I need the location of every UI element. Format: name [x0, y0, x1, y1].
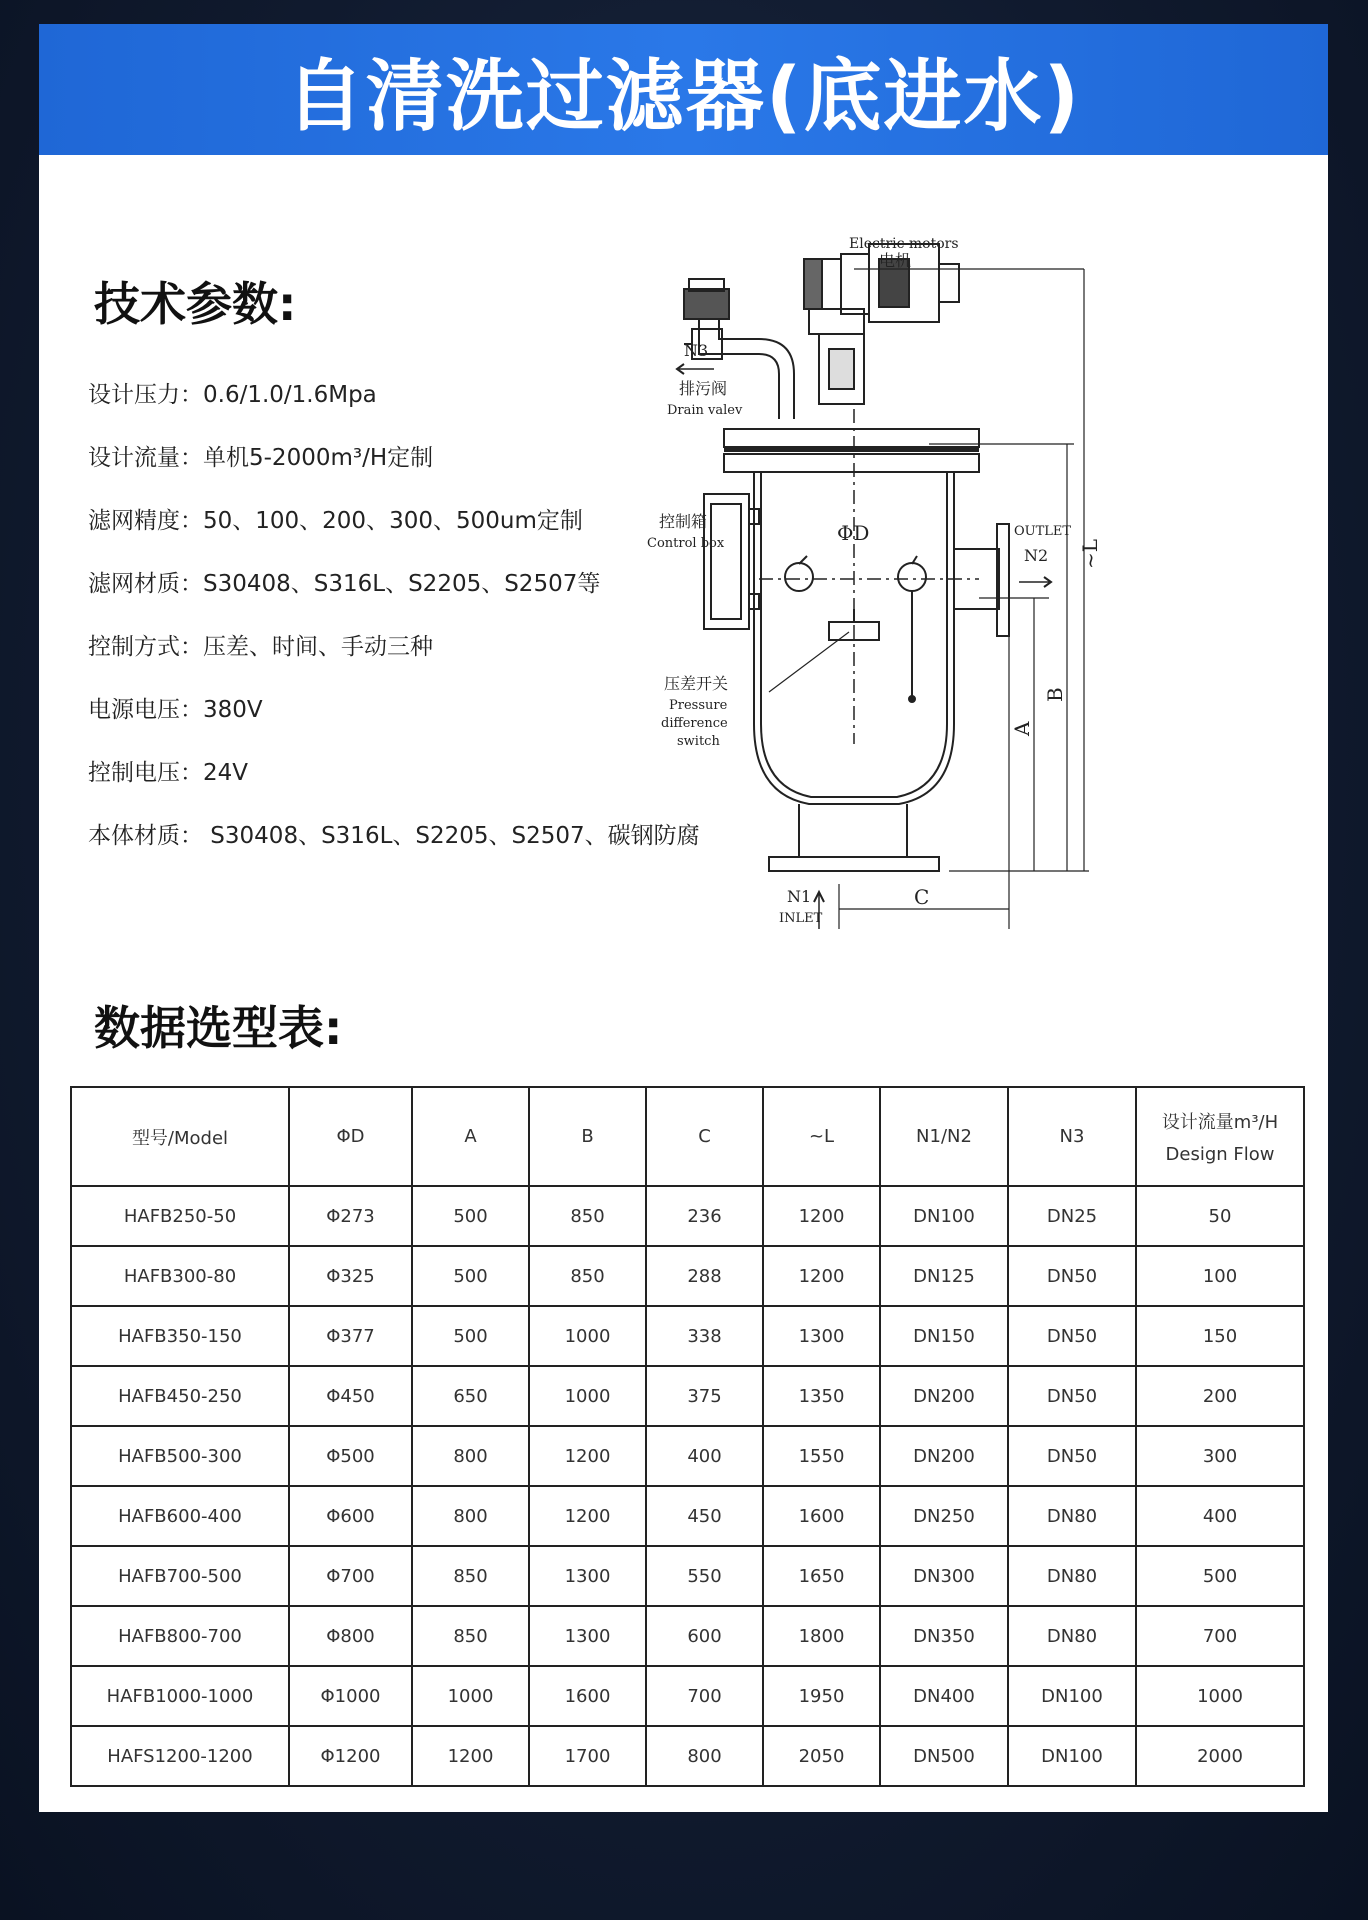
param-body-material: 本体材质： S30408、S316L、S2205、S2507、碳钢防腐 — [88, 823, 700, 849]
label-pds-en-3: switch — [677, 734, 720, 749]
label-control-cn: 控制箱 — [659, 512, 708, 531]
label-motor-en: Electric motors — [849, 236, 959, 252]
filter-technical-drawing — [647, 204, 1309, 944]
param-power-voltage: 电源电压：380V — [88, 697, 263, 723]
table-row: HAFB600-400 Φ600 800 1200 450 1600 DN250 DN80 400 — [71, 1486, 1304, 1546]
table-row: HAFB1000-1000 Φ1000 1000 1600 700 1950 DN400 DN100 1000 — [71, 1666, 1304, 1726]
label-dim-a: A — [1010, 721, 1034, 736]
table-row: HAFB700-500 Φ700 850 1300 550 1650 DN300 DN80 500 — [71, 1546, 1304, 1606]
param-control-voltage: 控制电压：24V — [88, 760, 249, 786]
label-drain-en: Drain valev — [667, 403, 743, 418]
control-box-drawing — [704, 494, 759, 629]
label-pds-en-1: Pressure — [669, 698, 728, 713]
label-n1: N1 — [787, 887, 812, 906]
label-n2: N2 — [1024, 546, 1049, 565]
tech-params-heading: 技术参数: — [94, 277, 297, 331]
col-phi-d: ΦD — [289, 1087, 412, 1186]
param-design-pressure: 设计压力：0.6/1.0/1.6Mpa — [88, 382, 377, 408]
label-pds-cn: 压差开关 — [664, 674, 729, 693]
table-row: HAFB500-300 Φ500 800 1200 400 1550 DN200 DN50 300 — [71, 1426, 1304, 1486]
table-row: HAFB250-50 Φ273 500 850 236 1200 DN100 DN25 50 — [71, 1186, 1304, 1246]
content-panel — [39, 24, 1328, 1812]
table-header-row — [71, 1087, 1304, 1186]
table-row: HAFB800-700 Φ800 850 1300 600 1800 DN350 DN80 700 — [71, 1606, 1304, 1666]
label-phi-d: ΦD — [837, 521, 870, 545]
param-control-mode: 控制方式：压差、时间、手动三种 — [88, 634, 433, 660]
selection-table — [70, 1086, 1305, 1787]
col-n3: N3 — [1008, 1087, 1136, 1186]
table-row: HAFS1200-1200 Φ1200 1200 1700 800 2050 DN500 DN100 2000 — [71, 1726, 1304, 1786]
label-dim-b: B — [1043, 687, 1067, 702]
label-pds-en-2: difference — [661, 716, 728, 731]
label-inlet: INLET — [779, 911, 823, 926]
tech-params-list — [88, 380, 708, 884]
label-dim-l: ~L — [1078, 538, 1102, 569]
param-filter-precision: 滤网精度：50、100、200、300、500um定制 — [88, 508, 583, 534]
label-drain-cn: 排污阀 — [679, 379, 728, 398]
col-model: 型号/Model — [71, 1087, 289, 1186]
label-n3: N3 — [684, 341, 709, 360]
col-l: ~L — [763, 1087, 880, 1186]
col-design-flow: 设计流量m³/H Design Flow — [1136, 1087, 1304, 1186]
label-control-en: Control box — [647, 536, 725, 551]
col-c: C — [646, 1087, 763, 1186]
title-banner — [39, 24, 1328, 155]
table-row: HAFB300-80 Φ325 500 850 288 1200 DN125 DN50 100 — [71, 1246, 1304, 1306]
selection-table-heading: 数据选型表: — [94, 1001, 343, 1055]
label-dim-c: C — [914, 885, 930, 909]
page-title: 自清洗过滤器(底进水) — [285, 51, 1082, 142]
table-row: HAFB450-250 Φ450 650 1000 375 1350 DN200 DN50 200 — [71, 1366, 1304, 1426]
col-b: B — [529, 1087, 646, 1186]
table-row: HAFB350-150 Φ377 500 1000 338 1300 DN150 DN50 150 — [71, 1306, 1304, 1366]
label-motor-cn: 电机 — [879, 251, 912, 270]
param-design-flow: 设计流量：单机5-2000m³/H定制 — [88, 445, 434, 471]
label-outlet: OUTLET — [1014, 524, 1072, 539]
col-a: A — [412, 1087, 529, 1186]
param-filter-material: 滤网材质：S30408、S316L、S2205、S2507等 — [88, 571, 601, 597]
col-n1-n2: N1/N2 — [880, 1087, 1008, 1186]
